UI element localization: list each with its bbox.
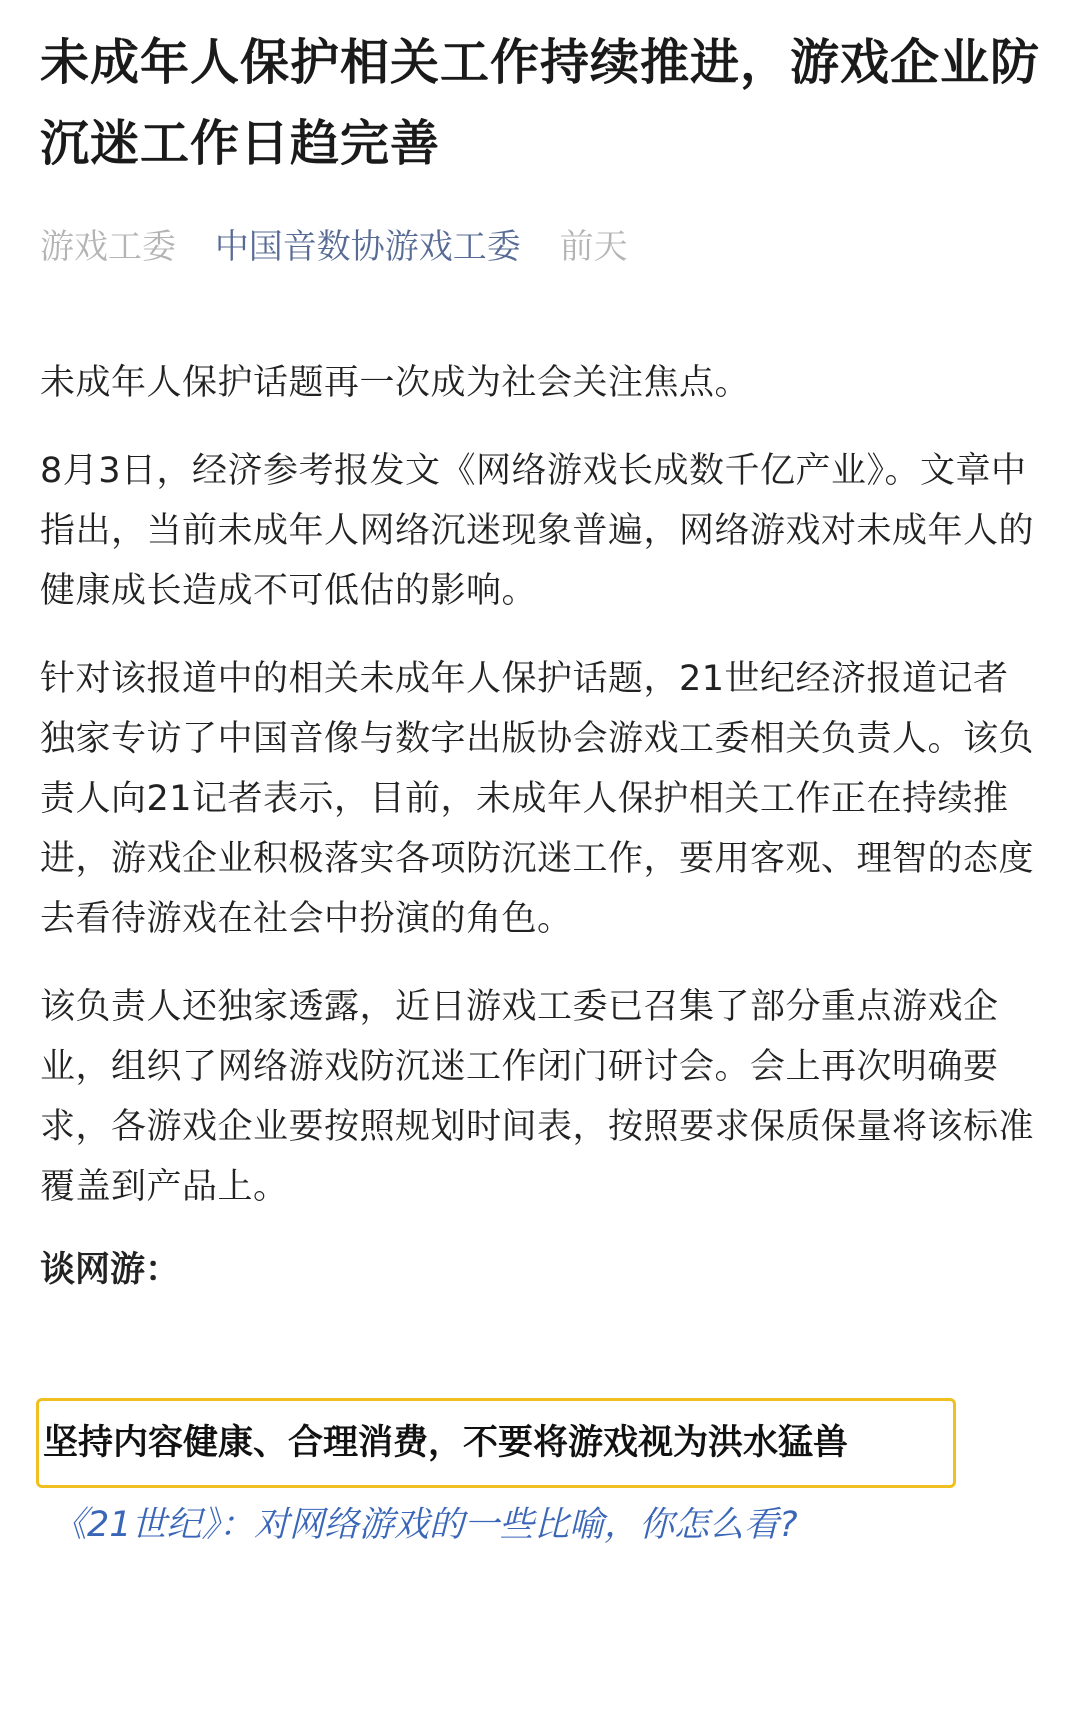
publish-time: 前天 bbox=[559, 227, 628, 267]
section-subheading: 谈网游： bbox=[40, 1250, 181, 1290]
paragraph: 针对该报道中的相关未成年人保护话题，21世纪经济报道记者独家专访了中国音像与数字出版协会游戏工委相关负责人。该负责人向21记者表示，目前，未成年人保护相关工作正在持续推进，游戏企业积极落实各项防沉迷工作，要用客观、理智的态度去看待游戏在社会中扮演的角色。 bbox=[40, 659, 1035, 939]
highlight-text: 坚持内容健康、合理消费，不要将游戏视为洪水猛兽 bbox=[43, 1423, 849, 1463]
paragraph: 8月3日，经济参考报发文《网络游戏长成数千亿产业》。文章中指出，当前未成年人网络沉迷现象普遍，网络游戏对未成年人的健康成长造成不可低估的影响。 bbox=[40, 451, 1035, 611]
interview-question: 《21世纪》：对网络游戏的一些比喻，你怎么看? bbox=[52, 1505, 798, 1545]
article-source: 游戏工委 bbox=[40, 227, 176, 267]
account-name-link[interactable]: 中国音数协游戏工委 bbox=[214, 227, 521, 267]
article-meta bbox=[40, 225, 1040, 269]
highlight-box bbox=[36, 1398, 956, 1488]
article-body bbox=[40, 353, 1040, 1295]
paragraph: 未成年人保护话题再一次成为社会关注焦点。 bbox=[40, 363, 751, 403]
article-title: 未成年人保护相关工作持续推进，游戏企业防沉迷工作日趋完善 bbox=[40, 34, 1041, 172]
article bbox=[40, 22, 1040, 1295]
paragraph: 该负责人还独家透露，近日游戏工委已召集了部分重点游戏企业，组织了网络游戏防沉迷工作闭门研讨会。会上再次明确要求，各游戏企业要按照规划时间表，按照要求保质保量将该标准覆盖到产品上。 bbox=[40, 987, 1035, 1207]
